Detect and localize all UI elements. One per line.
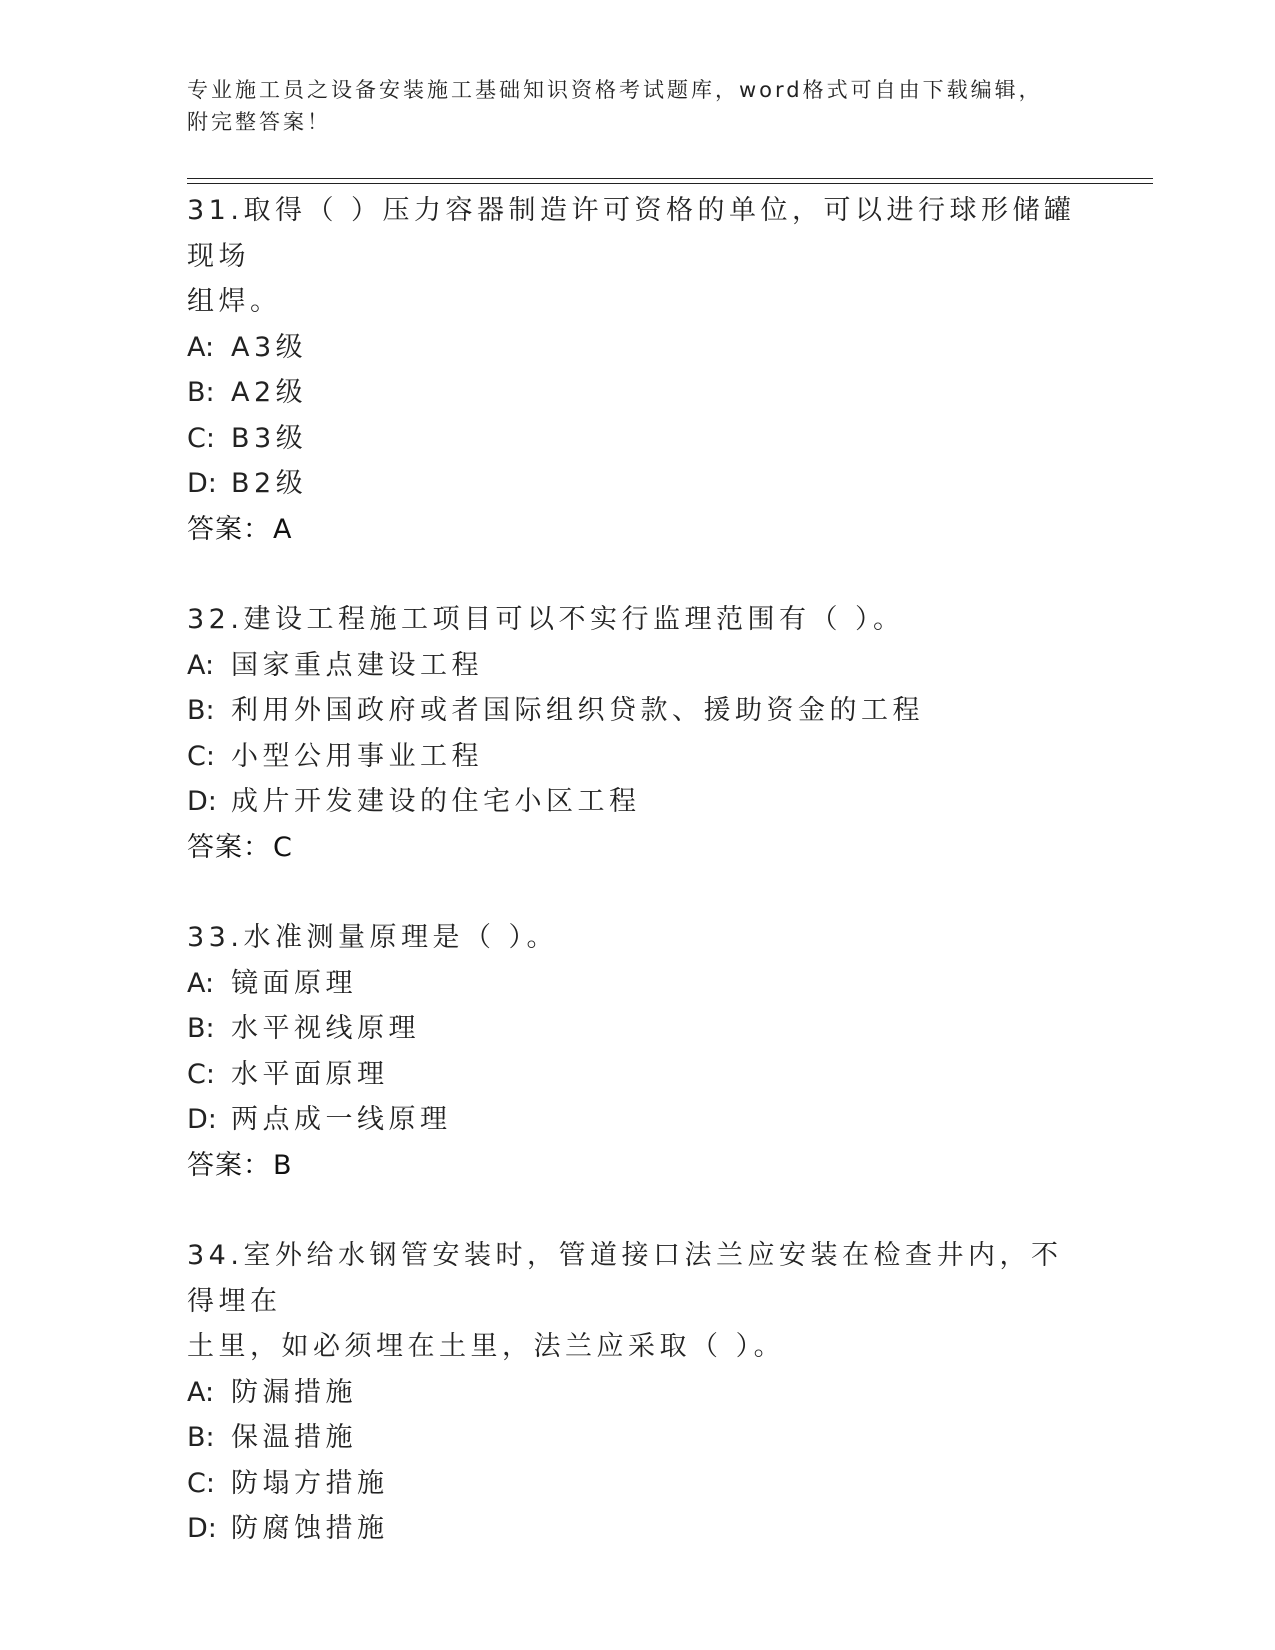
option-letter: C:	[187, 1467, 215, 1499]
answer-label: 答案：	[187, 513, 271, 545]
option-text: 两点成一线原理	[231, 1104, 452, 1135]
option-letter: C:	[187, 740, 215, 772]
option-letter: D:	[187, 786, 217, 817]
option-text: 防漏措施	[231, 1376, 357, 1408]
question-33	[187, 915, 1087, 1188]
answer-label: 答案：	[187, 831, 271, 863]
option-letter: B:	[187, 377, 215, 408]
answer-label: 答案：	[187, 1149, 271, 1181]
option-a	[187, 961, 1087, 1007]
option-text: B3级	[231, 422, 308, 454]
option-text: 国家重点建设工程	[231, 649, 483, 681]
option-d	[187, 779, 1087, 825]
option-text: 防塌方措施	[231, 1467, 389, 1499]
option-text: 防腐蚀措施	[231, 1513, 389, 1544]
option-letter: B:	[187, 695, 215, 726]
option-letter: B:	[187, 1422, 215, 1453]
option-letter: D:	[187, 1104, 217, 1135]
option-b	[187, 1415, 1087, 1461]
option-letter: C:	[187, 1058, 215, 1090]
option-letter: D:	[187, 468, 217, 499]
option-c	[187, 734, 1087, 780]
option-text: 水平面原理	[231, 1058, 389, 1090]
option-letter: A:	[187, 967, 215, 999]
question-stem-continued: 土里，如必须埋在土里，法兰应采取（ ）。	[187, 1331, 786, 1362]
question-list	[187, 188, 1087, 1597]
option-letter: C:	[187, 422, 215, 454]
option-b	[187, 1006, 1087, 1052]
option-text: A2级	[231, 377, 308, 408]
option-c	[187, 416, 1087, 462]
option-letter: A:	[187, 331, 215, 363]
option-a	[187, 643, 1087, 689]
option-letter: D:	[187, 1513, 217, 1544]
question-stem: 34.室外给水钢管安装时，管道接口法兰应安装在检查井内，不得埋在	[187, 1240, 1063, 1317]
answer-line	[187, 825, 1087, 871]
option-letter: A:	[187, 649, 215, 681]
question-stem: 32.建设工程施工项目可以不实行监理范围有（ ）。	[187, 604, 905, 635]
question-34	[187, 1233, 1087, 1552]
option-c	[187, 1052, 1087, 1098]
header-divider-bottom	[187, 183, 1153, 184]
question-32	[187, 597, 1087, 870]
option-b	[187, 370, 1087, 416]
answer-value: B	[273, 1149, 293, 1181]
document-header	[187, 74, 1087, 138]
option-d	[187, 461, 1087, 507]
option-letter: A:	[187, 1376, 215, 1408]
option-letter: B:	[187, 1013, 215, 1044]
option-b	[187, 688, 1087, 734]
option-text: A3级	[231, 331, 308, 363]
option-d	[187, 1097, 1087, 1143]
header-divider-top	[187, 178, 1153, 179]
question-stem: 31.取得（ ）压力容器制造许可资格的单位，可以进行球形储罐现场	[187, 195, 1076, 272]
option-text: B2级	[231, 468, 308, 499]
header-line-1: 专业施工员之设备安装施工基础知识资格考试题库，word格式可自由下载编辑，	[187, 78, 1043, 102]
option-text: 保温措施	[231, 1422, 357, 1453]
header-line-2: 附完整答案！	[187, 110, 331, 134]
option-a	[187, 1370, 1087, 1416]
answer-value: A	[273, 513, 293, 545]
option-text: 成片开发建设的住宅小区工程	[231, 786, 641, 817]
question-stem-continued: 组焊。	[187, 286, 282, 317]
answer-line	[187, 507, 1087, 553]
question-stem: 33.水准测量原理是（ ）。	[187, 922, 559, 953]
answer-value: C	[273, 831, 293, 863]
question-31	[187, 188, 1087, 552]
option-text: 小型公用事业工程	[231, 740, 483, 772]
option-d	[187, 1506, 1087, 1552]
option-text: 水平视线原理	[231, 1013, 420, 1044]
option-c	[187, 1461, 1087, 1507]
option-a	[187, 325, 1087, 371]
option-text: 利用外国政府或者国际组织贷款、援助资金的工程	[231, 695, 924, 726]
option-text: 镜面原理	[231, 967, 357, 999]
answer-line	[187, 1143, 1087, 1189]
